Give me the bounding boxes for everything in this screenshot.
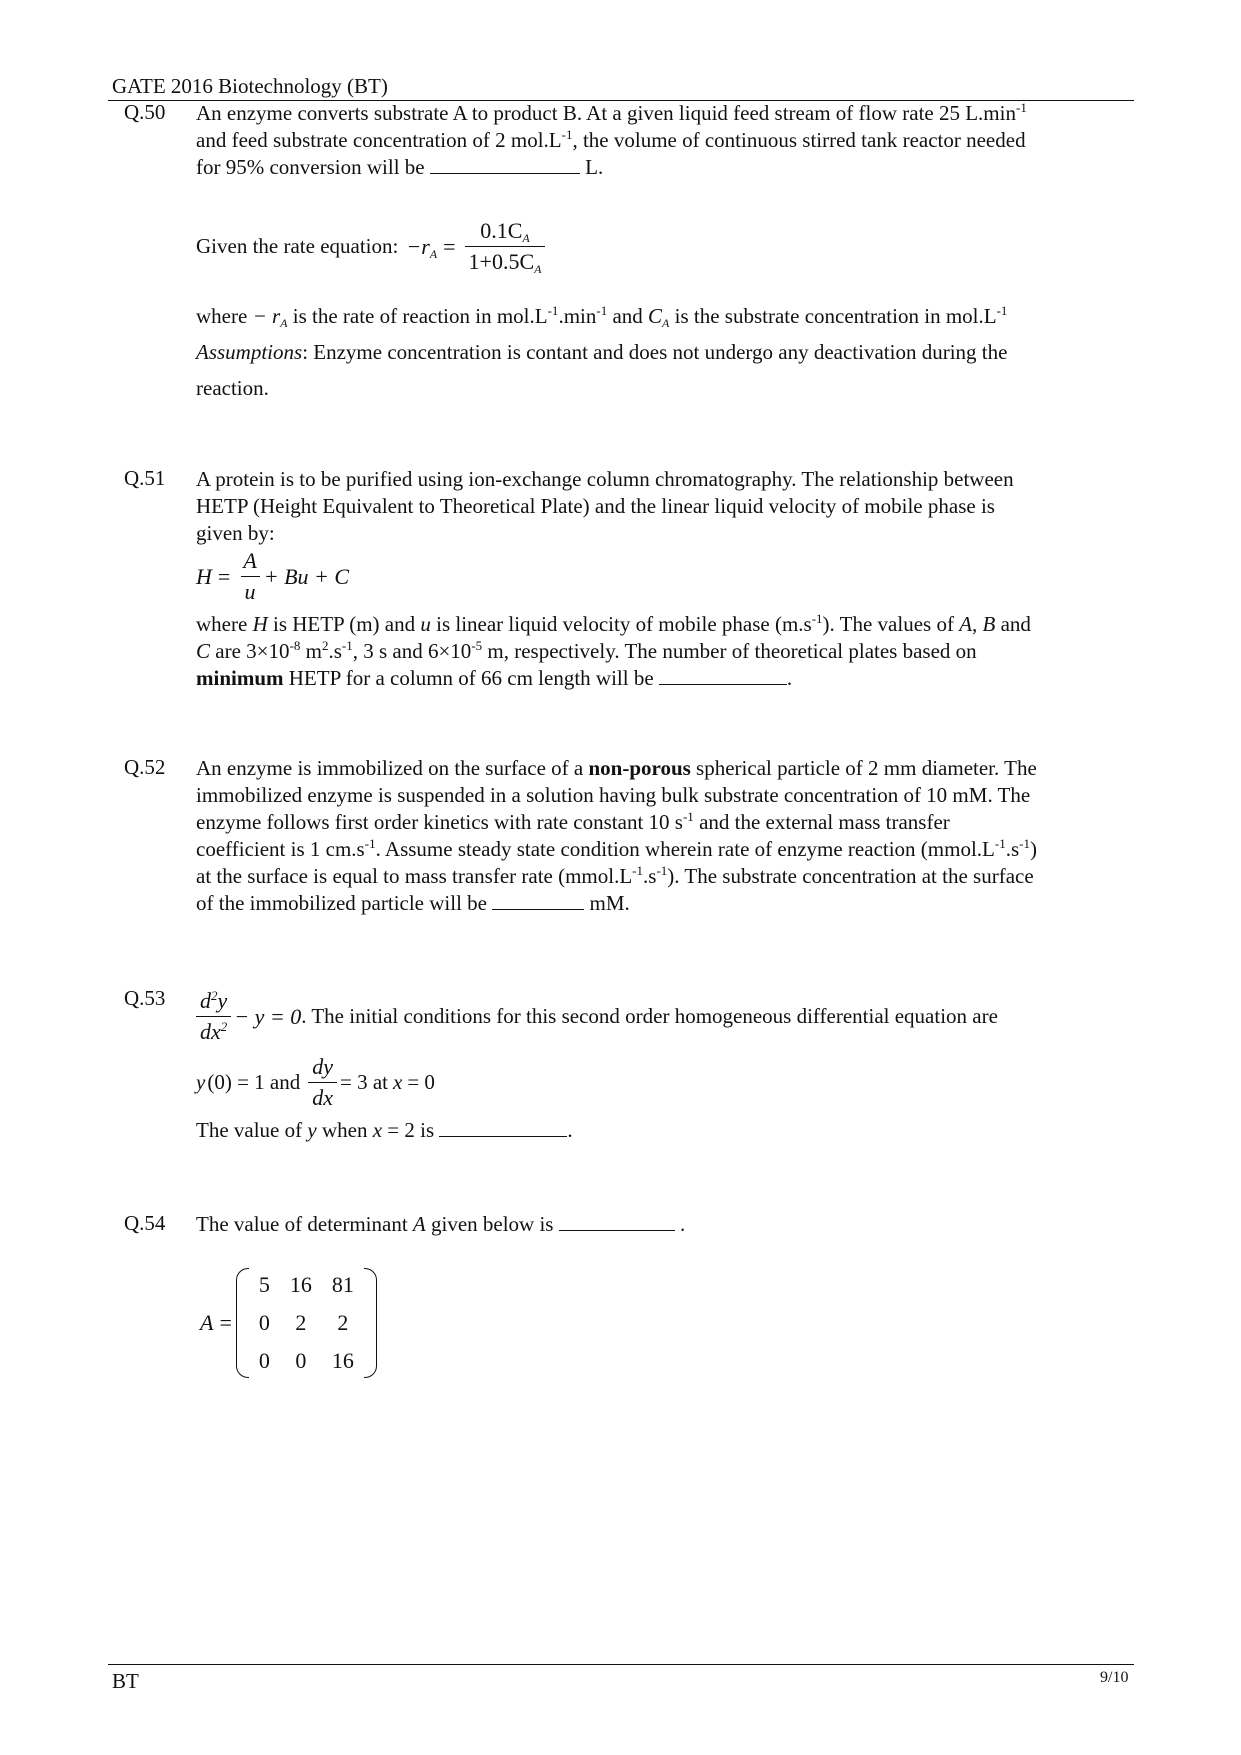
q50-where-sup2: -1 <box>596 303 608 318</box>
q50-where-C-sub: A <box>662 316 670 330</box>
page-header-title: GATE 2016 Biotechnology (BT) <box>112 74 388 98</box>
q51-eq-fraction <box>239 548 260 605</box>
q54-t2: given below is <box>431 1212 554 1236</box>
matrix-cell: 5 <box>258 1272 270 1297</box>
q51-l-bold: minimum <box>196 666 284 690</box>
q50-where-d: and <box>612 304 643 328</box>
q50-number: Q.50 <box>124 100 166 124</box>
q52-l3b: and the external mass transfer <box>693 810 950 834</box>
q53-ic1: (0) = 1 and <box>207 1070 301 1094</box>
q52-l5b: .s <box>643 864 657 888</box>
q53-last-y: y <box>307 1118 317 1142</box>
q51-number: Q.51 <box>124 466 166 490</box>
q51-v1: are 3×10 <box>215 639 290 663</box>
q50-eq-den-sub: A <box>534 262 542 276</box>
q50-where-a: where <box>196 304 248 328</box>
q53-number: Q.53 <box>124 986 166 1010</box>
q50-eq-fraction <box>465 218 546 275</box>
q52-l4a: coefficient is 1 cm.s <box>196 837 365 861</box>
q50-where-r: − r <box>252 304 281 328</box>
q52-l2: immobilized enzyme is suspended in a solution having bulk substrate concentration of 10 mM. The <box>196 783 1031 807</box>
q51-text <box>196 466 1136 547</box>
q52-l1b: spherical particle of 2 mm diameter. The <box>696 756 1037 780</box>
q54-t1: The value of determinant <box>196 1212 408 1236</box>
q50-line1-sup: -1 <box>1015 100 1027 115</box>
matrix-cell: 0 <box>258 1310 270 1335</box>
matrix-cell: 16 <box>331 1348 354 1373</box>
q53-dydx-fraction <box>308 1054 337 1111</box>
q53-last2: when <box>321 1118 368 1142</box>
q54-number: Q.54 <box>124 1211 166 1235</box>
q52-l4-sup2: -1 <box>994 836 1006 851</box>
q52-l5a: at the surface is equal to mass transfer rate (mmol.L <box>196 864 633 888</box>
matrix-cell: 2 <box>295 1310 307 1335</box>
q51-v1-sup: -8 <box>289 638 301 653</box>
q51-v5: m, respectively. The number of theoretical plates based on <box>482 639 977 663</box>
q54-matrix <box>236 1266 377 1380</box>
q52-number: Q.52 <box>124 755 166 779</box>
q51-eq-den: u <box>241 576 260 605</box>
q51-l-end: . <box>786 666 793 690</box>
footer-divider <box>108 1664 1134 1665</box>
q50-given-label: Given the rate equation: <box>196 234 399 258</box>
q51-w-H: H <box>252 612 268 636</box>
q51-line1: A protein is to be purified using ion-exchange column chromatography. The relationship between <box>196 467 1014 491</box>
q50-eq-num: 0.1C <box>480 218 523 243</box>
q53-eq-den-sup: 2 <box>220 1019 228 1034</box>
q50-where-b: is the rate of reaction in mol.L <box>292 304 548 328</box>
q50-line2-sup: -1 <box>561 127 573 142</box>
q51-eq-num: A <box>243 548 257 573</box>
q51-w6: and <box>1000 612 1031 636</box>
q50-line2b: , the volume of continuous stirred tank reactor needed <box>572 128 1026 152</box>
q50-eq-num-sub: A <box>522 231 530 245</box>
q51-v4-sup: -5 <box>471 638 483 653</box>
q51-w5: , <box>972 612 978 636</box>
matrix-row <box>249 1266 364 1304</box>
q54-mat-label: A <box>200 1310 214 1335</box>
q50-text <box>196 100 1136 181</box>
q53-eq-num-sup: 2 <box>211 988 218 1003</box>
matrix-cell: 2 <box>337 1310 349 1335</box>
answer-blank <box>559 1212 675 1231</box>
footer-page-number: 9/10 <box>1100 1669 1129 1686</box>
q50-where-r-sub: A <box>280 316 288 330</box>
matrix-right-paren <box>364 1268 377 1378</box>
q51-w1: where <box>196 612 248 636</box>
q54-t-end: . <box>679 1212 686 1236</box>
q53-ic-x: x <box>393 1070 403 1094</box>
q52-l6a: of the immobilized particle will be <box>196 891 487 915</box>
q51-v2: m <box>300 639 322 663</box>
q51-v-C: C <box>196 639 211 663</box>
q52-l4d: ) <box>1030 837 1038 861</box>
q50-where-sup3: -1 <box>996 303 1008 318</box>
q52-text <box>196 755 1136 917</box>
q52-l5c: ). The substrate concentration at the surface <box>667 864 1034 888</box>
q51-v3-sup: -1 <box>341 638 353 653</box>
q53-ic-den: dx <box>308 1082 337 1111</box>
q50-line2a: and feed substrate concentration of 2 mol.L <box>196 128 562 152</box>
q51-w-A: A <box>959 612 973 636</box>
q50-line1: An enzyme converts substrate A to product B. At a given liquid feed stream of flow rate 25 L.min <box>196 101 1016 125</box>
q52-l5-sup1: -1 <box>632 863 644 878</box>
q51-w3-sup: -1 <box>811 611 823 626</box>
q53-ic3: = 0 <box>407 1070 435 1094</box>
q53-last1: The value of <box>196 1118 303 1142</box>
matrix-row <box>249 1342 364 1380</box>
q53-d2y-fraction <box>196 988 231 1045</box>
q51-w-B: B <box>982 612 996 636</box>
q53-last3: = 2 is <box>387 1118 435 1142</box>
q52-l4-sup3: -1 <box>1019 836 1031 851</box>
q51-w-u: u <box>420 612 431 636</box>
q52-l6b: mM. <box>589 891 630 915</box>
q53-ic-num: dy <box>312 1054 333 1079</box>
q50-eq-lhs-sub: A <box>429 246 438 261</box>
q51-eq-H: H <box>196 563 212 589</box>
q53-equation-line <box>196 988 998 1045</box>
q50-assumptions-label: Assumptions <box>196 340 303 364</box>
q51-where-text <box>196 611 1136 692</box>
q51-w4: ). The values of <box>822 612 954 636</box>
q51-eq-equals: = <box>217 563 231 589</box>
q51-v4: , 3 s and 6×10 <box>352 639 472 663</box>
q51-line2: HETP (Height Equivalent to Theoretical Plate) and the linear liquid velocity of mobile phase is <box>196 494 995 518</box>
q51-w2: is HETP (m) and <box>272 612 416 636</box>
q53-ic2: = 3 at <box>340 1070 388 1094</box>
matrix-row <box>249 1304 364 1342</box>
q54-matrix-table <box>249 1266 364 1380</box>
q53-eq-num-d: d <box>200 988 211 1013</box>
q50-eq-lhs: −r <box>406 233 430 259</box>
q51-line3: given by: <box>196 521 275 545</box>
matrix-cell: 0 <box>258 1348 270 1373</box>
q50-assumptions-text: : Enzyme concentration is contant and does not undergo any deactivation during the <box>302 340 1008 364</box>
q51-w3: is linear liquid velocity of mobile phase (m.s <box>436 612 812 636</box>
q52-l3-sup: -1 <box>682 809 694 824</box>
q50-where-c: .min <box>558 304 597 328</box>
q51-v2-sup: 2 <box>321 638 329 653</box>
footer-paper-code: BT <box>112 1669 139 1693</box>
matrix-cell: 0 <box>295 1348 307 1373</box>
answer-blank <box>439 1118 567 1137</box>
q53-question-text <box>196 1117 1136 1144</box>
q50-where-text <box>196 298 1136 406</box>
q51-hetp-equation <box>196 548 349 605</box>
q54-matrix-expression <box>200 1266 377 1380</box>
q52-l4b: . Assume steady state condition wherein rate of enzyme reaction (mmol.L <box>375 837 995 861</box>
q51-eq-rest: + Bu + C <box>263 563 350 589</box>
q53-initial-conditions <box>196 1054 435 1111</box>
matrix-left-paren <box>236 1268 249 1378</box>
q54-t-A: A <box>412 1212 426 1236</box>
q54-mat-equals: = <box>219 1310 232 1335</box>
q50-where-e: is the substrate concentration in mol.L <box>674 304 997 328</box>
matrix-cell: 16 <box>289 1272 312 1297</box>
q53-ic-y: y <box>196 1070 206 1094</box>
q52-l1a: An enzyme is immobilized on the surface of a <box>196 756 584 780</box>
matrix-cell: 81 <box>331 1272 354 1297</box>
q50-rate-equation <box>196 218 548 275</box>
q50-assumptions-text2: reaction. <box>196 376 269 400</box>
q50-line3a: for 95% conversion will be <box>196 155 425 179</box>
q51-v3: .s <box>328 639 342 663</box>
q51-l-rest: HETP for a column of 66 cm length will be <box>288 666 654 690</box>
q50-where-C: C <box>648 304 663 328</box>
q53-eq-num-y: y <box>217 988 228 1013</box>
q50-where-sup1: -1 <box>547 303 559 318</box>
q52-l4c: .s <box>1005 837 1020 861</box>
q53-last-end: . <box>567 1118 573 1142</box>
answer-blank <box>430 155 580 174</box>
q53-eq-den: dx <box>200 1019 221 1044</box>
q50-eq-den: 1+0.5C <box>468 249 535 274</box>
q54-text <box>196 1211 1136 1238</box>
q53-last-x: x <box>372 1118 383 1142</box>
q53-text1: . The initial conditions for this second order homogeneous differential equation are <box>301 1004 998 1028</box>
q52-l4-sup1: -1 <box>364 836 376 851</box>
q52-l3a: enzyme follows first order kinetics with rate constant 10 s <box>196 810 683 834</box>
q52-l1-bold: non-porous <box>588 756 691 780</box>
answer-blank <box>659 666 787 685</box>
q50-eq-equals: = <box>443 233 456 259</box>
q50-line3b: L. <box>585 155 604 179</box>
q52-l5-sup2: -1 <box>656 863 668 878</box>
answer-blank <box>492 891 584 910</box>
q53-eq-rest: − y = 0 <box>234 1003 302 1029</box>
